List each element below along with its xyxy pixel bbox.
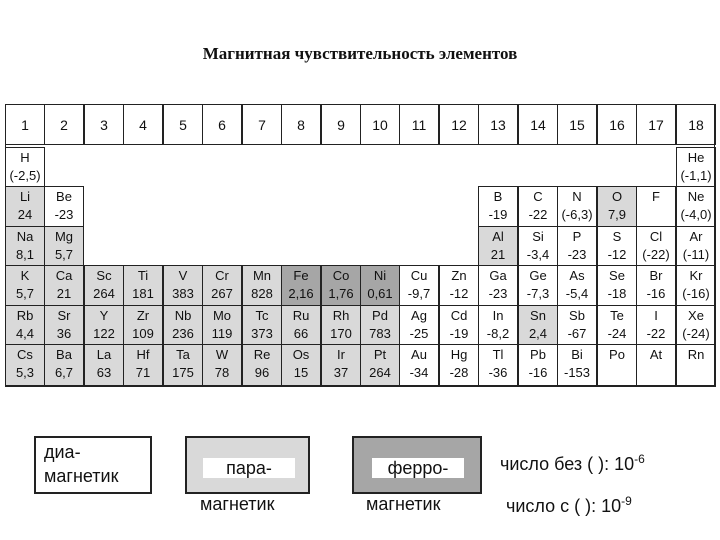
element-cell [321,265,361,306]
element-cell [597,344,637,387]
element-cell [163,265,203,306]
element-symbol: Re [253,347,271,362]
element-value: (-22) [642,247,670,262]
legend-dia-label-2: магнетик [44,466,119,486]
element-symbol: Tl [492,347,504,362]
note1-text: число без ( ): 10 [500,454,635,474]
page-title: Магнитная чувствительность элементов [202,44,518,63]
element-cell [597,305,637,345]
element-cell [478,265,518,306]
element-cell [5,147,45,187]
element-cell [557,344,597,387]
element-value: -23 [567,247,587,262]
element-cell [597,226,637,266]
element-cell [676,226,716,266]
element-symbol: S [612,229,622,244]
element-cell [5,186,45,227]
element-value: 6,7 [54,365,74,380]
element-cell [123,344,163,387]
element-value: 24 [17,207,33,222]
element-value: -16 [646,286,666,301]
element-cell [281,305,321,345]
element-cell [123,265,163,306]
element-value: 119 [211,326,233,341]
element-cell [202,305,242,345]
element-symbol: P [572,229,582,244]
element-value: 4,4 [15,326,35,341]
group-header: 12 [439,104,479,145]
element-value: 2,16 [288,286,314,301]
element-value: (-2,5) [9,168,41,183]
element-symbol: In [492,308,504,323]
element-symbol: Cu [410,268,428,283]
element-cell [242,305,282,345]
element-value: 71 [135,365,151,380]
element-value: -28 [449,365,469,380]
element-value: 122 [93,326,115,341]
element-cell [518,226,558,266]
element-value: 373 [251,326,273,341]
element-symbol: Rh [332,308,350,323]
periodic-table [5,104,715,386]
element-value: 267 [211,286,233,301]
element-symbol: N [572,189,582,204]
element-symbol: W [215,347,229,362]
element-value: (-16) [682,286,710,301]
element-cell [518,305,558,345]
element-symbol: Ar [689,229,703,244]
element-cell [636,305,676,345]
element-symbol: Ge [529,268,547,283]
note1-exponent: -6 [634,452,645,466]
element-symbol: Ti [137,268,149,283]
element-value: -25 [409,326,429,341]
element-symbol: I [654,308,658,323]
element-cell [557,265,597,306]
element-value: 828 [251,286,273,301]
element-symbol: Zn [451,268,467,283]
element-symbol: Mg [54,229,74,244]
element-value: -22 [646,326,666,341]
element-value: 264 [93,286,115,301]
element-value: -18 [607,286,627,301]
group-header: 5 [163,104,203,145]
element-cell [518,265,558,306]
element-cell [242,265,282,306]
element-symbol: Nb [174,308,192,323]
element-symbol: C [533,189,543,204]
element-value: 15 [293,365,309,380]
element-symbol: Co [332,268,350,283]
element-cell [360,265,400,306]
element-value: 7,9 [607,207,627,222]
element-symbol: Ru [292,308,310,323]
element-cell [478,344,518,387]
element-symbol: Ta [176,347,190,362]
element-cell [636,226,676,266]
element-value: 1,76 [328,286,354,301]
element-symbol: Ni [373,268,387,283]
group-header: 18 [676,104,716,145]
element-cell [597,186,637,227]
element-cell [676,265,716,306]
element-cell [478,186,518,227]
legend-para-swatch [185,436,310,494]
element-symbol: Bi [571,347,583,362]
group-header: 9 [321,104,361,145]
element-symbol: Po [609,347,625,362]
element-value: 5,7 [15,286,35,301]
element-value: (-1,1) [680,168,712,183]
element-symbol: Mo [212,308,232,323]
element-cell [202,265,242,306]
element-cell [518,186,558,227]
group-header: 8 [281,104,321,145]
element-value: 181 [132,286,154,301]
element-symbol: Ga [489,268,507,283]
element-value: -19 [449,326,469,341]
element-symbol: Ag [411,308,427,323]
element-value: 8,1 [15,247,35,262]
element-value: (-4,0) [680,207,712,222]
element-symbol: Cr [215,268,229,283]
element-cell [321,344,361,387]
note2-text: число с ( ): 10 [506,496,622,516]
element-cell [676,305,716,345]
group-header: 16 [597,104,637,145]
element-cell [84,344,124,387]
element-symbol: Mn [252,268,272,283]
element-symbol: Ba [56,347,72,362]
element-cell [44,305,84,345]
group-header: 10 [360,104,400,145]
element-value: 36 [56,326,72,341]
element-symbol: Hf [136,347,150,362]
element-cell [5,265,45,306]
element-symbol: Rn [687,347,705,362]
legend-note-no-brackets [500,452,645,475]
element-value: 783 [369,326,391,341]
element-symbol: Sc [96,268,112,283]
element-symbol: Os [292,347,310,362]
element-symbol: Au [411,347,427,362]
element-cell [478,226,518,266]
element-value: -34 [409,365,429,380]
element-symbol: Sb [569,308,585,323]
group-header: 3 [84,104,124,145]
element-symbol: Sr [57,308,71,323]
element-symbol: V [178,268,188,283]
element-cell [636,265,676,306]
element-symbol: Pt [373,347,387,362]
element-value: -5,4 [565,286,589,301]
group-header: 6 [202,104,242,145]
element-value: 175 [172,365,194,380]
element-value: -19 [488,207,508,222]
element-cell [163,344,203,387]
element-value: 236 [172,326,194,341]
element-cell [676,147,716,187]
element-cell [321,305,361,345]
element-symbol: Be [56,189,72,204]
element-cell [439,344,479,387]
element-symbol: Na [16,229,34,244]
element-value: -24 [607,326,627,341]
group-header: 4 [123,104,163,145]
element-value: 96 [254,365,270,380]
element-value: 37 [333,365,349,380]
element-cell [636,344,676,387]
element-cell [123,305,163,345]
element-symbol: Xe [688,308,704,323]
element-value: 21 [490,247,506,262]
element-cell [636,186,676,227]
element-symbol: H [20,150,30,165]
element-value: -12 [607,247,627,262]
group-header: 13 [478,104,518,145]
element-symbol: Ne [687,189,705,204]
group-header: 15 [557,104,597,145]
element-cell [399,344,439,387]
element-cell [44,186,84,227]
element-value: (-6,3) [561,207,593,222]
element-symbol: K [20,268,30,283]
element-cell [676,186,716,227]
element-value: -12 [449,286,469,301]
element-cell [84,265,124,306]
element-symbol: La [96,347,112,362]
legend-para-label-1: пара- [203,458,295,478]
element-symbol: O [611,189,623,204]
element-value: 170 [330,326,352,341]
element-symbol: Te [610,308,624,323]
element-cell [360,305,400,345]
element-cell [44,344,84,387]
element-cell [44,226,84,266]
group-header: 1 [5,104,45,145]
element-symbol: Pd [372,308,388,323]
element-symbol: He [687,150,705,165]
element-value: -153 [563,365,591,380]
element-cell [676,344,716,387]
note2-exponent: -9 [621,494,632,508]
legend-dia-swatch [34,436,152,494]
element-cell [518,344,558,387]
legend-para-label-2: магнетик [200,494,275,514]
element-cell [399,305,439,345]
group-header: 2 [44,104,84,145]
element-cell [439,305,479,345]
element-symbol: As [569,268,585,283]
element-symbol: Pb [530,347,546,362]
element-value: (-24) [682,326,710,341]
element-value: 63 [96,365,112,380]
group-header: 7 [242,104,282,145]
element-cell [557,226,597,266]
element-symbol: Fe [293,268,309,283]
element-value: 66 [293,326,309,341]
element-cell [5,344,45,387]
element-cell [597,265,637,306]
element-value: 109 [132,326,154,341]
element-value: -7,3 [526,286,550,301]
element-value: -23 [488,286,508,301]
group-header: 14 [518,104,558,145]
element-value: 78 [214,365,230,380]
legend-dia-label-1: диа- [44,442,81,462]
element-cell [5,305,45,345]
element-value: 5,7 [54,247,74,262]
element-cell [557,305,597,345]
group-header: 11 [399,104,439,145]
element-cell [360,344,400,387]
element-cell [557,186,597,227]
group-header: 17 [636,104,676,145]
legend-ferro-label-2: магнетик [366,494,441,514]
element-value: 2,4 [528,326,548,341]
element-value: -23 [54,207,74,222]
element-value: -67 [567,326,587,341]
element-symbol: Y [99,308,109,323]
legend-ferro-label-1: ферро- [372,458,464,478]
element-value: -22 [528,207,548,222]
element-symbol: Zr [136,308,150,323]
element-symbol: Cd [450,308,468,323]
legend-note-brackets [506,494,632,517]
element-value: -8,2 [486,326,510,341]
element-symbol: Cs [17,347,33,362]
element-value: -16 [528,365,548,380]
element-value: 383 [172,286,194,301]
element-cell [242,344,282,387]
element-cell [281,265,321,306]
element-symbol: Cl [649,229,663,244]
element-symbol: Al [492,229,504,244]
element-cell [202,344,242,387]
element-value: 0,61 [367,286,393,301]
element-cell [478,305,518,345]
element-symbol: Ca [55,268,73,283]
element-symbol: Ir [337,347,345,362]
element-value: -3,4 [526,247,550,262]
element-symbol: Br [649,268,663,283]
legend-ferro-swatch [352,436,482,494]
element-cell [84,305,124,345]
element-value: 5,3 [15,365,35,380]
element-symbol: Se [609,268,625,283]
element-cell [399,265,439,306]
element-cell [163,305,203,345]
element-value: -36 [488,365,508,380]
element-symbol: B [493,189,503,204]
element-value: -9,7 [407,286,431,301]
element-symbol: Hg [450,347,468,362]
element-value: 21 [56,286,72,301]
element-cell [439,265,479,306]
element-cell [44,265,84,306]
element-cell [281,344,321,387]
element-symbol: Li [19,189,31,204]
element-value: (-11) [682,247,710,262]
element-symbol: Sn [530,308,546,323]
element-symbol: Kr [689,268,703,283]
element-symbol: F [652,189,660,204]
element-value: 264 [369,365,391,380]
element-symbol: At [649,347,663,362]
element-symbol: Rb [16,308,34,323]
element-symbol: Tc [255,308,269,323]
element-cell [5,226,45,266]
element-symbol: Si [532,229,544,244]
